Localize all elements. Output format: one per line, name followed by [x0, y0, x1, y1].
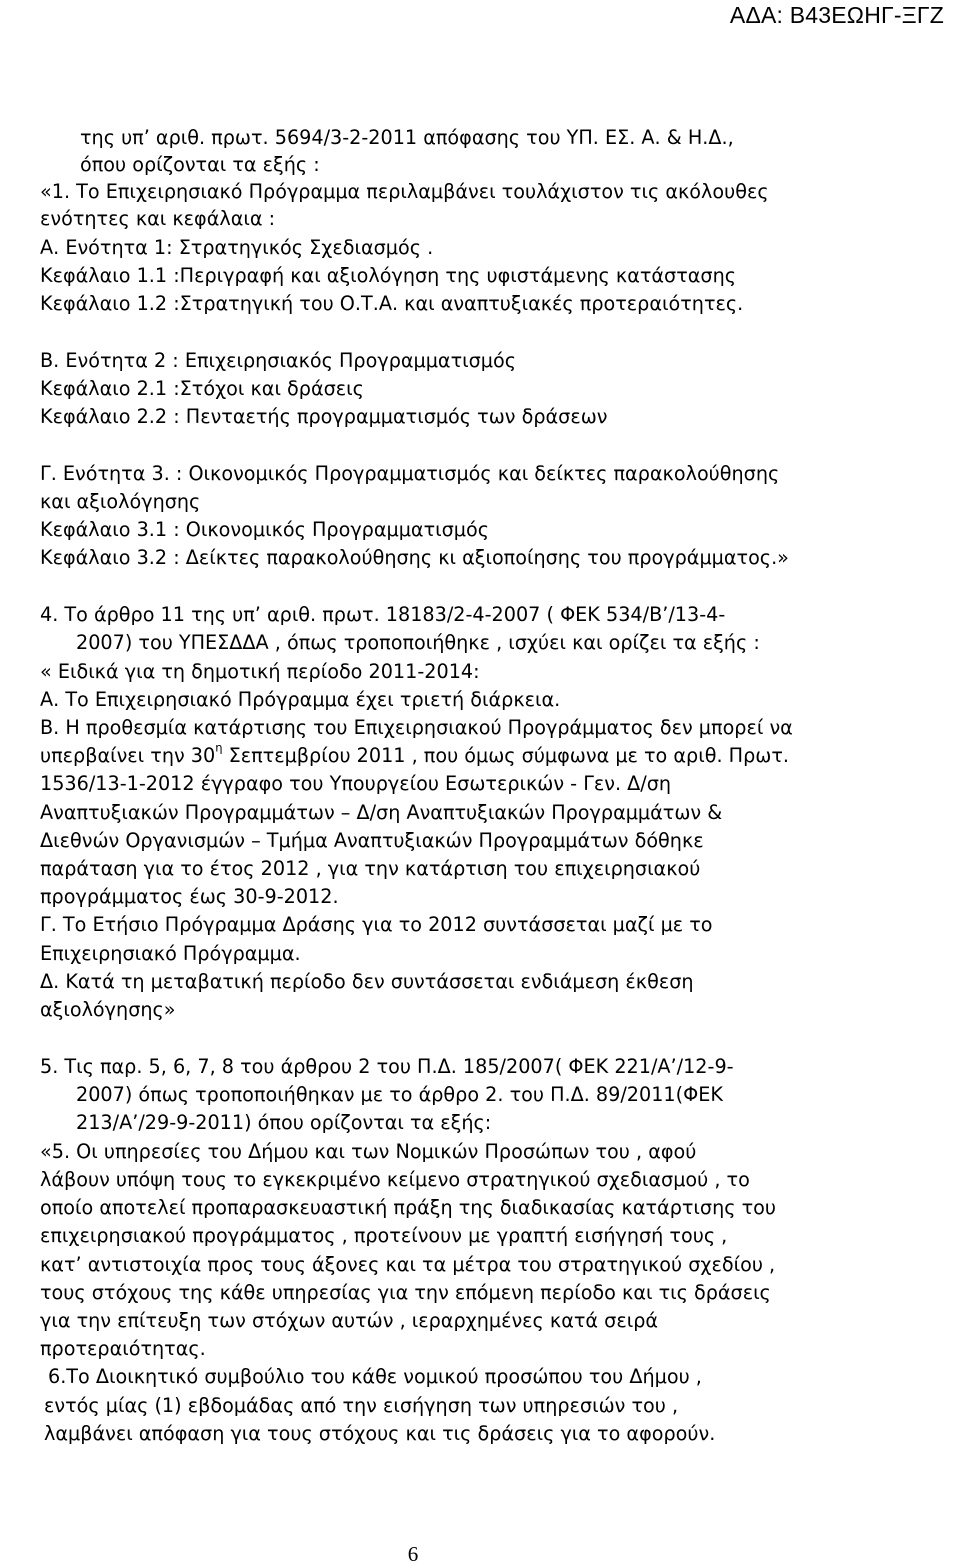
- text-line: τους στόχους της κάθε υπηρεσίας για την επόμενη περίοδο και τις δράσεις: [40, 1281, 771, 1304]
- text-span: υπερβαίνει την 30: [40, 744, 216, 767]
- text-line: 2007) όπως τροποποιήθηκαν με το άρθρο 2. του Π.Δ. 89/2011(ΦΕΚ: [76, 1083, 723, 1106]
- text-line: Κεφάλαιο 1.2 :Στρατηγική του Ο.Τ.Α. και αναπτυξιακές προτεραιότητες.: [40, 292, 744, 315]
- text-line: «5. Οι υπηρεσίες του Δήμου και των Νομικών Προσώπων του , αφού: [40, 1140, 697, 1163]
- text-line: οποίο αποτελεί προπαρασκευαστική πράξη της διαδικασίας κατάρτισης του: [40, 1196, 777, 1219]
- text-line: επιχειρησιακού προγράμματος , προτείνουν με γραπτή εισήγησή τους ,: [40, 1224, 728, 1247]
- text-line: Διεθνών Οργανισμών – Τμήμα Αναπτυξιακών Προγραμμάτων δόθηκε: [40, 829, 704, 852]
- text-line: εντός μίας (1) εβδομάδας από την εισήγηση των υπηρεσιών του ,: [44, 1394, 679, 1417]
- text-line: της υπ’ αριθ. πρωτ. 5694/3-2-2011 απόφασης του ΥΠ. ΕΣ. Α. & Η.Δ.,: [80, 126, 734, 149]
- text-line: προγράμματος έως 30-9-2012.: [40, 885, 339, 908]
- text-line: 213/Α’/29-9-2011) όπου ορίζονται τα εξής:: [76, 1111, 492, 1134]
- text-line: παράταση για το έτος 2012 , για την κατάρτιση του επιχειρησιακού: [40, 857, 701, 880]
- text-line: λάβουν υπόψη τους το εγκεκριμένο κείμενο στρατηγικού σχεδιασμού , το: [40, 1168, 750, 1191]
- text-line: αξιολόγησης»: [40, 998, 176, 1021]
- text-line: Κεφάλαιο 2.1 :Στόχοι και δράσεις: [40, 377, 364, 400]
- text-line: 6.Το Διοικητικό συμβούλιο του κάθε νομικού προσώπου του Δήμου ,: [48, 1365, 702, 1388]
- text-line: Γ. Το Ετήσιο Πρόγραμμα Δράσης για το 2012 συντάσσεται μαζί με το: [40, 913, 713, 936]
- text-line-superscript: [40, 740, 789, 767]
- text-line: Κεφάλαιο 2.2 : Πενταετής προγραμματισμός των δράσεων: [40, 405, 608, 428]
- text-line: για την επίτευξη των στόχων αυτών , ιεραρχημένες κατά σειρά: [40, 1309, 659, 1332]
- text-line: ενότητες και κεφάλαια :: [40, 207, 276, 230]
- text-line: «1. Το Επιχειρησιακό Πρόγραμμα περιλαμβάνει τουλάχιστον τις ακόλουθες: [40, 180, 769, 203]
- text-line: προτεραιότητας.: [40, 1337, 206, 1360]
- text-line: Β. Η προθεσμία κατάρτισης του Επιχειρησιακού Προγράμματος δεν μπορεί να: [40, 716, 793, 739]
- text-line: Α. Ενότητα 1: Στρατηγικός Σχεδιασμός .: [40, 236, 434, 259]
- text-span: Σεπτεμβρίου 2011 , που όμως σύμφωνα με το αριθ. Πρωτ.: [222, 744, 789, 767]
- text-line: Κεφάλαιο 3.1 : Οικονομικός Προγραμματισμός: [40, 518, 489, 541]
- text-line: και αξιολόγησης: [40, 490, 201, 513]
- text-line: Αναπτυξιακών Προγραμμάτων – Δ/ση Αναπτυξιακών Προγραμμάτων &: [40, 801, 723, 824]
- ada-header: ΑΔΑ: Β43ΕΩΗΓ-ΞΓΖ: [729, 2, 944, 28]
- text-line: « Ειδικά για τη δημοτική περίοδο 2011-2014:: [40, 660, 480, 683]
- text-line: Επιχειρησιακό Πρόγραμμα.: [40, 942, 301, 965]
- text-line: όπου ορίζονται τα εξής :: [80, 153, 320, 176]
- text-line: 5. Τις παρ. 5, 6, 7, 8 του άρθρου 2 του Π.Δ. 185/2007( ΦΕΚ 221/Α’/12-9-: [40, 1055, 734, 1078]
- text-line: 4. Το άρθρο 11 της υπ’ αριθ. πρωτ. 18183/2-4-2007 ( ΦΕΚ 534/Β’/13-4-: [40, 603, 726, 626]
- text-line: 2007) του ΥΠΕΣΔΔΑ , όπως τροποποιήθηκε , ισχύει και ορίζει τα εξής :: [76, 631, 760, 654]
- text-line: Κεφάλαιο 1.1 :Περιγραφή και αξιολόγηση της υφιστάμενης κατάστασης: [40, 264, 737, 287]
- text-line: 1536/13-1-2012 έγγραφο του Υπουργείου Εσωτερικών - Γεν. Δ/ση: [40, 772, 672, 795]
- text-line: Δ. Κατά τη μεταβατική περίοδο δεν συντάσσεται ενδιάμεση έκθεση: [40, 970, 694, 993]
- text-line: κατ’ αντιστοιχία προς τους άξονες και τα μέτρα του στρατηγικού σχεδίου ,: [40, 1253, 776, 1276]
- text-line: Α. Το Επιχειρησιακό Πρόγραμμα έχει τριετή διάρκεια.: [40, 688, 561, 711]
- text-line: λαμβάνει απόφαση για τους στόχους και τις δράσεις για το αφορούν.: [44, 1422, 716, 1445]
- text-line: Β. Ενότητα 2 : Επιχειρησιακός Προγραμματισμός: [40, 349, 516, 372]
- superscript: η: [215, 740, 223, 755]
- text-line: Γ. Ενότητα 3. : Οικονομικός Προγραμματισμός και δείκτες παρακολούθησης: [40, 462, 780, 485]
- text-line: Κεφάλαιο 3.2 : Δείκτες παρακολούθησης κι αξιοποίησης του προγράμματος.»: [40, 546, 789, 569]
- page-number: 6: [407, 1542, 419, 1566]
